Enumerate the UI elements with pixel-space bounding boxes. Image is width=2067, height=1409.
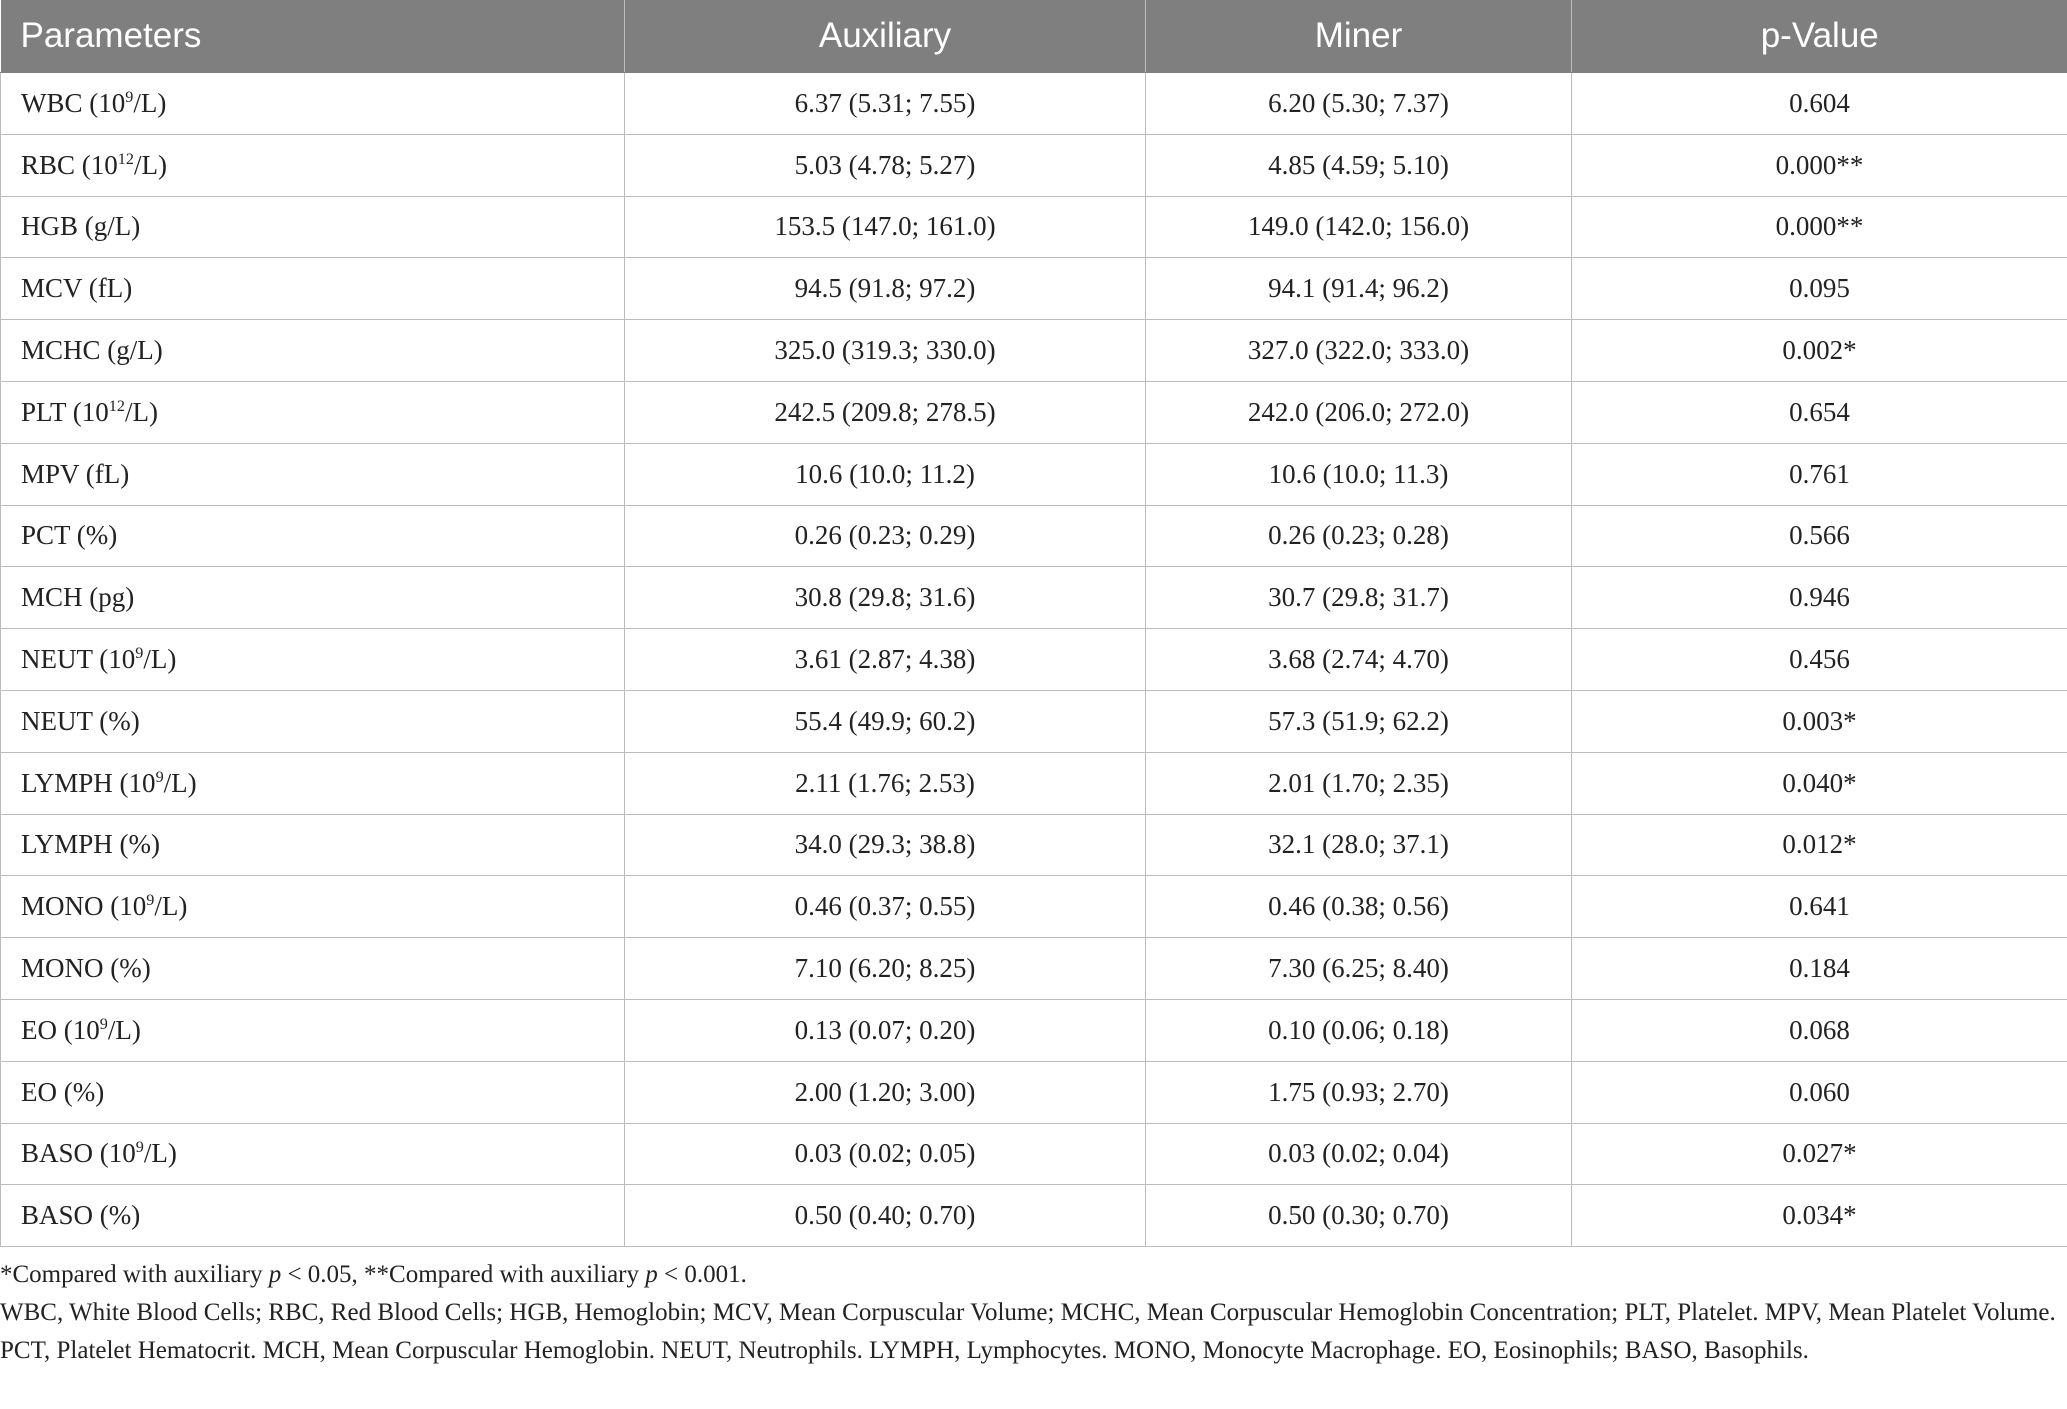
table-row xyxy=(1,258,2067,320)
miner-cell: 32.1 (28.0; 37.1) xyxy=(1146,814,1572,876)
header-miner: Miner xyxy=(1146,0,1572,73)
parameter-unit-exponent: 9 xyxy=(125,87,134,106)
parameter-cell xyxy=(1,814,625,876)
miner-cell: 3.68 (2.74; 4.70) xyxy=(1146,629,1572,691)
parameter-name: WBC (10 xyxy=(21,87,126,118)
auxiliary-cell: 153.5 (147.0; 161.0) xyxy=(625,196,1146,258)
auxiliary-cell: 55.4 (49.9; 60.2) xyxy=(625,690,1146,752)
parameter-cell xyxy=(1,443,625,505)
parameter-unit-exponent: 9 xyxy=(99,1014,108,1033)
parameter-cell xyxy=(1,876,625,938)
parameter-cell xyxy=(1,134,625,196)
p-value-cell: 0.654 xyxy=(1572,381,2067,443)
p-value-cell: 0.012* xyxy=(1572,814,2067,876)
parameter-cell xyxy=(1,196,625,258)
auxiliary-cell: 0.13 (0.07; 0.20) xyxy=(625,999,1146,1061)
parameter-cell xyxy=(1,73,625,135)
header-row xyxy=(1,0,2067,73)
auxiliary-cell: 0.46 (0.37; 0.55) xyxy=(625,876,1146,938)
parameter-cell xyxy=(1,629,625,691)
p-value-cell: 0.000** xyxy=(1572,134,2067,196)
abbreviations-note: WBC, White Blood Cells; RBC, Red Blood Cells; HGB, Hemoglobin; MCV, Mean Corpuscular Volume; MCHC, Mean Corpuscular Hemoglobin Concentration; PLT, Platelet. MPV, Mean Platelet Volume. PCT, Platelet Hematocrit. MCH, Mean Corpuscular Hemoglobin. NEUT, Neutrophils. LYMPH, Lymphocytes. MONO, Monocyte Macrophage. EO, Eosinophils; BASO, Basophils. xyxy=(0,1299,2056,1364)
auxiliary-cell: 325.0 (319.3; 330.0) xyxy=(625,320,1146,382)
parameter-unit: /L) xyxy=(133,149,167,180)
p-value-cell: 0.027* xyxy=(1572,1123,2067,1185)
auxiliary-cell: 242.5 (209.8; 278.5) xyxy=(625,381,1146,443)
auxiliary-cell: 7.10 (6.20; 8.25) xyxy=(625,938,1146,1000)
parameter-unit: /L) xyxy=(124,396,158,427)
table-row xyxy=(1,938,2067,1000)
parameter-name: MPV (fL) xyxy=(21,458,130,489)
note-p-symbol-1: p xyxy=(268,1261,282,1288)
table-header xyxy=(1,0,2067,73)
parameter-name: NEUT (%) xyxy=(21,705,140,736)
parameter-cell xyxy=(1,938,625,1000)
parameter-cell xyxy=(1,1185,625,1247)
note-text-2: < 0.05, **Compared with auxiliary xyxy=(281,1261,646,1288)
table-row xyxy=(1,73,2067,135)
table-row xyxy=(1,505,2067,567)
parameter-cell xyxy=(1,752,625,814)
p-value-cell: 0.095 xyxy=(1572,258,2067,320)
parameter-name: PLT (10 xyxy=(21,396,109,427)
parameter-name: EO (%) xyxy=(21,1076,105,1107)
parameter-name: MCH (pg) xyxy=(21,582,135,613)
p-value-cell: 0.003* xyxy=(1572,690,2067,752)
parameter-name: EO (10 xyxy=(21,1014,100,1045)
miner-cell: 7.30 (6.25; 8.40) xyxy=(1146,938,1572,1000)
parameter-unit: /L) xyxy=(143,644,177,675)
table-row xyxy=(1,1185,2067,1247)
auxiliary-cell: 6.37 (5.31; 7.55) xyxy=(625,73,1146,135)
miner-cell: 0.50 (0.30; 0.70) xyxy=(1146,1185,1572,1247)
parameter-cell xyxy=(1,999,625,1061)
parameter-name: LYMPH (%) xyxy=(21,829,161,860)
p-value-cell: 0.184 xyxy=(1572,938,2067,1000)
parameter-unit-exponent: 9 xyxy=(146,891,155,910)
miner-cell: 30.7 (29.8; 31.7) xyxy=(1146,567,1572,629)
miner-cell: 0.03 (0.02; 0.04) xyxy=(1146,1123,1572,1185)
parameter-unit-exponent: 9 xyxy=(155,767,164,786)
miner-cell: 0.10 (0.06; 0.18) xyxy=(1146,999,1572,1061)
parameter-name: MCHC (g/L) xyxy=(21,335,163,366)
table-row xyxy=(1,752,2067,814)
miner-cell: 242.0 (206.0; 272.0) xyxy=(1146,381,1572,443)
miner-cell: 0.46 (0.38; 0.56) xyxy=(1146,876,1572,938)
table-row xyxy=(1,629,2067,691)
note-text-3: < 0.001. xyxy=(657,1261,747,1288)
p-value-cell: 0.000** xyxy=(1572,196,2067,258)
parameter-cell xyxy=(1,567,625,629)
table-row xyxy=(1,443,2067,505)
parameter-name: PCT (%) xyxy=(21,520,118,551)
table-row xyxy=(1,814,2067,876)
table-row xyxy=(1,196,2067,258)
p-value-cell: 0.040* xyxy=(1572,752,2067,814)
parameter-unit-exponent: 9 xyxy=(135,644,144,663)
p-value-cell: 0.034* xyxy=(1572,1185,2067,1247)
parameter-cell xyxy=(1,690,625,752)
miner-cell: 94.1 (91.4; 96.2) xyxy=(1146,258,1572,320)
auxiliary-cell: 0.50 (0.40; 0.70) xyxy=(625,1185,1146,1247)
miner-cell: 6.20 (5.30; 7.37) xyxy=(1146,73,1572,135)
table-row xyxy=(1,381,2067,443)
parameter-cell xyxy=(1,381,625,443)
table-body xyxy=(1,73,2067,1247)
table-row xyxy=(1,1123,2067,1185)
parameter-name: MONO (10 xyxy=(21,891,147,922)
parameter-unit: /L) xyxy=(143,1138,177,1169)
table-row xyxy=(1,876,2067,938)
significance-note xyxy=(0,1256,2060,1294)
auxiliary-cell: 3.61 (2.87; 4.38) xyxy=(625,629,1146,691)
p-value-cell: 0.604 xyxy=(1572,73,2067,135)
miner-cell: 327.0 (322.0; 333.0) xyxy=(1146,320,1572,382)
parameter-name: NEUT (10 xyxy=(21,644,136,675)
parameter-unit-exponent: 12 xyxy=(108,396,125,415)
p-value-cell: 0.641 xyxy=(1572,876,2067,938)
parameter-name: BASO (%) xyxy=(21,1200,141,1231)
note-text-1: *Compared with auxiliary xyxy=(0,1261,269,1288)
p-value-cell: 0.761 xyxy=(1572,443,2067,505)
p-value-cell: 0.068 xyxy=(1572,999,2067,1061)
parameter-unit: /L) xyxy=(107,1014,141,1045)
p-value-cell: 0.060 xyxy=(1572,1061,2067,1123)
parameter-name: HGB (g/L) xyxy=(21,211,141,242)
header-auxiliary: Auxiliary xyxy=(625,0,1146,73)
miner-cell: 4.85 (4.59; 5.10) xyxy=(1146,134,1572,196)
parameter-unit: /L) xyxy=(133,87,167,118)
parameter-cell xyxy=(1,320,625,382)
auxiliary-cell: 30.8 (29.8; 31.6) xyxy=(625,567,1146,629)
miner-cell: 149.0 (142.0; 156.0) xyxy=(1146,196,1572,258)
auxiliary-cell: 94.5 (91.8; 97.2) xyxy=(625,258,1146,320)
parameter-name: LYMPH (10 xyxy=(21,767,156,798)
miner-cell: 0.26 (0.23; 0.28) xyxy=(1146,505,1572,567)
miner-cell: 2.01 (1.70; 2.35) xyxy=(1146,752,1572,814)
miner-cell: 57.3 (51.9; 62.2) xyxy=(1146,690,1572,752)
parameter-cell xyxy=(1,258,625,320)
parameter-name: MONO (%) xyxy=(21,953,151,984)
auxiliary-cell: 0.26 (0.23; 0.29) xyxy=(625,505,1146,567)
parameter-unit: /L) xyxy=(163,767,197,798)
miner-cell: 10.6 (10.0; 11.3) xyxy=(1146,443,1572,505)
header-parameters: Parameters xyxy=(1,0,625,73)
p-value-cell: 0.002* xyxy=(1572,320,2067,382)
table-row xyxy=(1,134,2067,196)
parameter-cell xyxy=(1,1061,625,1123)
auxiliary-cell: 2.11 (1.76; 2.53) xyxy=(625,752,1146,814)
p-value-cell: 0.456 xyxy=(1572,629,2067,691)
p-value-cell: 0.566 xyxy=(1572,505,2067,567)
auxiliary-cell: 10.6 (10.0; 11.2) xyxy=(625,443,1146,505)
table-row xyxy=(1,690,2067,752)
table-row xyxy=(1,999,2067,1061)
note-p-symbol-2: p xyxy=(645,1261,658,1288)
parameter-unit-exponent: 9 xyxy=(135,1138,144,1157)
miner-cell: 1.75 (0.93; 2.70) xyxy=(1146,1061,1572,1123)
parameter-cell xyxy=(1,505,625,567)
parameter-cell xyxy=(1,1123,625,1185)
auxiliary-cell: 2.00 (1.20; 3.00) xyxy=(625,1061,1146,1123)
table-row xyxy=(1,1061,2067,1123)
parameter-name: MCV (fL) xyxy=(21,273,133,304)
auxiliary-cell: 0.03 (0.02; 0.05) xyxy=(625,1123,1146,1185)
header-p-value: p-Value xyxy=(1572,0,2067,73)
p-value-cell: 0.946 xyxy=(1572,567,2067,629)
table-footnotes xyxy=(0,1256,2060,1370)
parameter-name: RBC (10 xyxy=(21,149,118,180)
table-row xyxy=(1,320,2067,382)
parameter-unit-exponent: 12 xyxy=(117,149,134,168)
table-row xyxy=(1,567,2067,629)
parameter-unit: /L) xyxy=(154,891,188,922)
parameter-name: BASO (10 xyxy=(21,1138,136,1169)
auxiliary-cell: 5.03 (4.78; 5.27) xyxy=(625,134,1146,196)
auxiliary-cell: 34.0 (29.3; 38.8) xyxy=(625,814,1146,876)
